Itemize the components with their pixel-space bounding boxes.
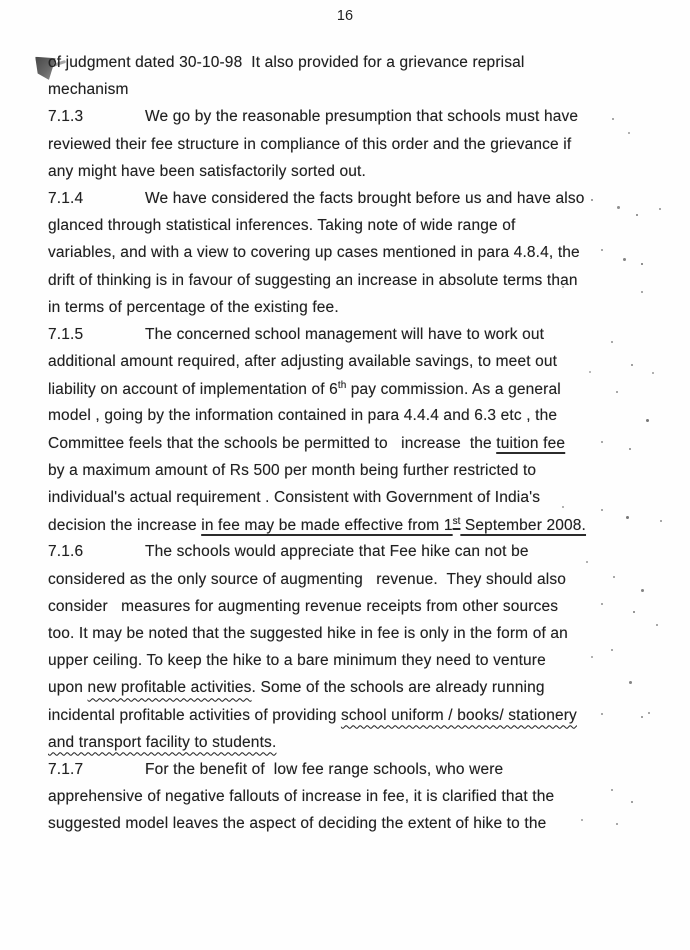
text-segment: variables, and with a view to covering up cases mentioned in para 4.8.4, the (48, 244, 580, 262)
text-segment: tuition fee (496, 434, 566, 452)
text-segment: considered as the only source of augmenting revenue. They should also (48, 570, 567, 588)
text-line (48, 761, 660, 788)
scan-noise-dot (617, 206, 620, 209)
text-line (48, 435, 660, 462)
scan-noise-dot (611, 341, 613, 343)
scan-noise-dot (601, 603, 603, 605)
scan-noise-dot (591, 656, 593, 658)
scan-noise-dot (611, 649, 613, 651)
scan-noise-dot (591, 199, 593, 201)
text-line (48, 108, 660, 135)
text-segment: in fee may be made effective from 1 (201, 517, 453, 535)
text-line (48, 462, 660, 489)
text-segment: additional amount required, after adjusting available savings, to meet out (48, 353, 558, 371)
text-line (48, 81, 660, 108)
text-segment: incidental profitable activities of providing (48, 706, 341, 724)
text-line (48, 598, 660, 625)
scan-noise-dot (562, 286, 564, 288)
scan-noise-dot (641, 589, 644, 592)
text-line (48, 190, 660, 217)
text-line (48, 815, 660, 842)
scan-noise-dot (611, 789, 613, 791)
scan-noise-dot (633, 611, 635, 613)
page-number: 16 (336, 8, 354, 24)
paragraph-number: 7.1.7 (48, 760, 84, 778)
text-segment: in terms of percentage of the existing fee. (48, 298, 339, 316)
text-line (48, 326, 660, 353)
scan-noise-dot (628, 132, 630, 134)
scan-noise-dot (648, 712, 650, 714)
text-line (48, 788, 660, 815)
text-line (48, 244, 660, 271)
text-segment: We have considered the facts brought before us and have also (145, 189, 585, 207)
text-segment: and transport facility to students. (48, 733, 277, 751)
text-line (48, 734, 660, 761)
text-segment: . Some of the schools are already running (251, 679, 545, 697)
text-line (48, 353, 660, 380)
scan-noise-dot (562, 506, 564, 508)
document-lines (48, 54, 660, 842)
scan-noise-dot (616, 823, 618, 825)
scan-noise-dot (613, 576, 615, 578)
text-line (48, 652, 660, 679)
text-segment: any might have been satisfactorily sorted out. (48, 162, 366, 180)
text-segment: too. It may be noted that the suggested hike in fee is only in the form of an (48, 624, 568, 642)
text-segment: reviewed their fee structure in compliance of this order and the grievance if (48, 135, 572, 153)
text-segment: drift of thinking is in favour of suggesting an increase in absolute terms than (48, 271, 578, 289)
scan-noise-dot (629, 681, 632, 684)
scan-noise-dot (601, 509, 603, 511)
scan-noise-dot (601, 249, 603, 251)
text-segment: decision the increase (48, 517, 202, 535)
text-segment: For the benefit of low fee range schools, who were (145, 760, 504, 778)
scan-noise-dot (589, 371, 591, 373)
text-line (48, 272, 660, 299)
text-segment: upon (48, 679, 88, 697)
paragraph-number: 7.1.4 (48, 189, 84, 207)
text-line (48, 571, 660, 598)
scan-noise-dot (656, 624, 658, 626)
paragraph-number: 7.1.6 (48, 543, 84, 561)
paragraph-number: 7.1.5 (48, 325, 84, 343)
scan-noise-dot (641, 291, 643, 293)
text-segment: new profitable activities (87, 679, 252, 697)
scan-noise-dot (659, 208, 661, 210)
scan-noise-dot (641, 716, 643, 718)
text-line (48, 516, 660, 543)
scan-noise-dot (626, 516, 629, 519)
text-segment: The concerned school management will have to work out (145, 325, 545, 343)
text-line (48, 625, 660, 652)
text-segment: of judgment dated 30-10-98 It also provided for a grievance reprisal (48, 54, 525, 71)
scan-noise-dot (631, 364, 633, 366)
scan-noise-dot (660, 520, 662, 522)
scan-noise-dot (601, 441, 603, 443)
text-segment: We go by the reasonable presumption that schools must have (145, 108, 579, 126)
scan-noise-dot (616, 391, 618, 393)
scan-noise-dot (641, 263, 643, 265)
scan-noise-dot (636, 214, 638, 216)
scan-noise-dot (623, 258, 626, 261)
text-segment: school uniform / books/ stationery (340, 706, 577, 724)
text-segment: by a maximum amount of Rs 500 per month being further restricted to (48, 461, 537, 479)
text-segment: individual's actual requirement . Consistent with Government of India's (48, 489, 541, 506)
text-line (48, 217, 660, 244)
text-line (48, 407, 660, 434)
text-line (48, 489, 660, 516)
text-line (48, 299, 660, 326)
text-segment: th (337, 380, 347, 392)
text-segment: Committee feels that the schools be permitted to increase the (48, 434, 497, 452)
text-segment: model , going by the information contained in para 4.4.4 and 6.3 etc , the (48, 407, 558, 425)
text-line (48, 380, 660, 407)
text-line (48, 543, 660, 570)
text-segment: suggested model leaves the aspect of deciding the extent of hike to the (48, 815, 547, 833)
scan-noise-dot (629, 448, 631, 450)
text-segment: glanced through statistical inferences. Taking note of wide range of (48, 217, 516, 235)
text-segment: September 2008. (460, 517, 587, 535)
scan-noise-dot (581, 819, 583, 821)
text-segment: upper ceiling. To keep the hike to a bare minimum they need to venture (48, 652, 546, 670)
text-line (48, 707, 660, 734)
text-line (48, 54, 660, 81)
scan-noise-dot (586, 561, 588, 563)
scan-noise-dot (612, 118, 614, 120)
text-segment: apprehensive of negative fallouts of increase in fee, it is clarified that the (48, 788, 555, 806)
scan-noise-dot (646, 419, 649, 422)
text-line (48, 163, 660, 190)
text-segment: mechanism (48, 81, 129, 99)
text-line (48, 136, 660, 163)
text-line (48, 679, 660, 706)
scan-noise-dot (652, 372, 654, 374)
scan-noise-dot (601, 713, 603, 715)
text-segment: consider measures for augmenting revenue receipts from other sources (48, 597, 559, 615)
text-segment: liability on account of implementation of 6 (48, 381, 338, 399)
paragraph-number: 7.1.3 (48, 108, 84, 126)
scan-noise-dot (631, 801, 633, 803)
text-segment: st (452, 516, 461, 528)
text-segment: pay commission. As a general (346, 381, 561, 399)
text-segment: The schools would appreciate that Fee hike can not be (145, 543, 529, 561)
